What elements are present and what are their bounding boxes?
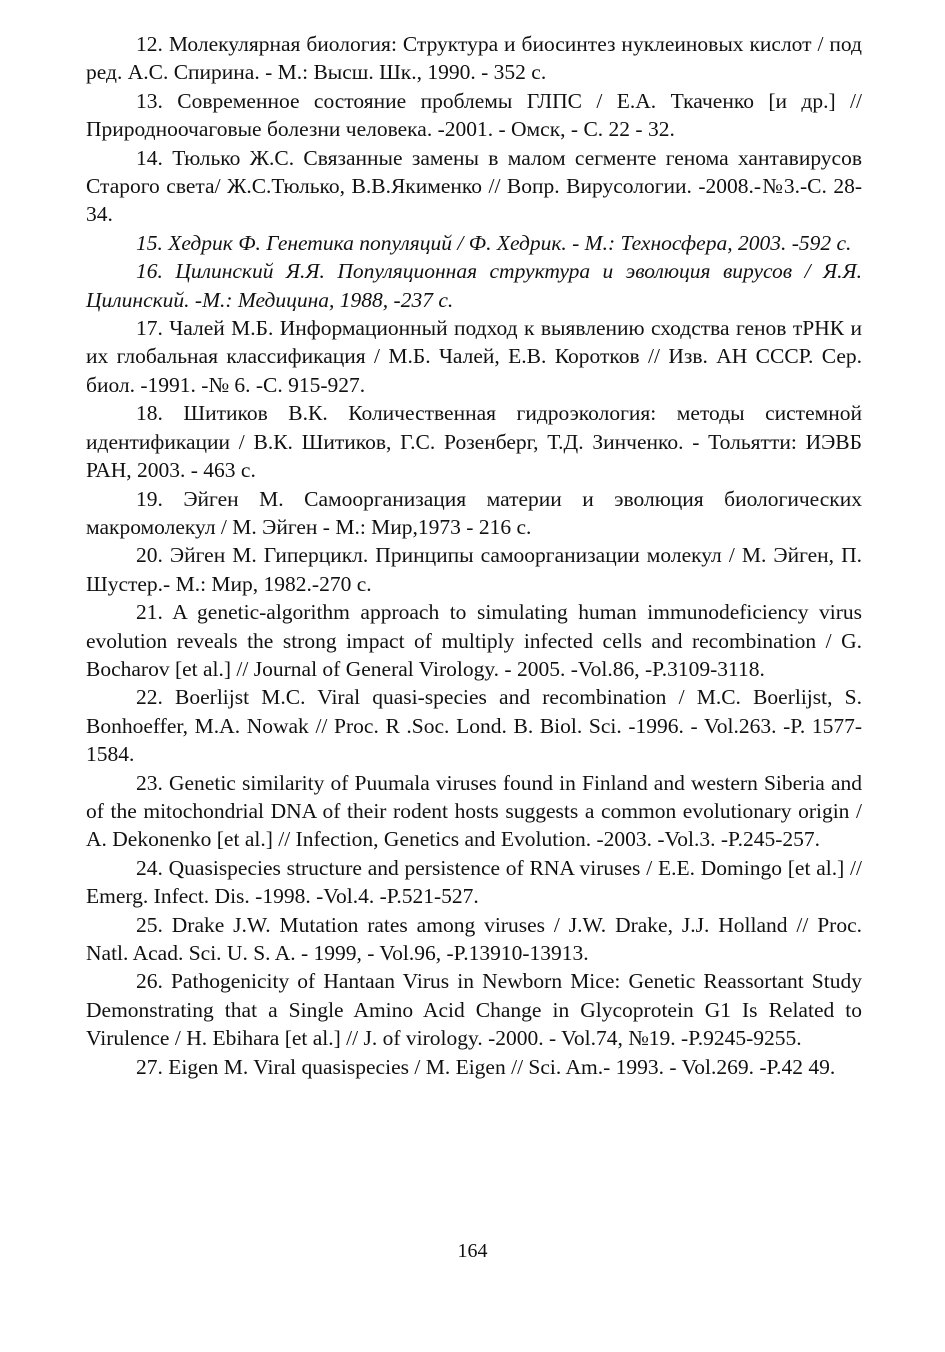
- reference-item: 22. Boerlijst M.C. Viral quasi-species and recombination / M.C. Boerlijst, S. Bonhoeffer, M.A. Nowak // Proc. R .Soc. Lond. B. Biol. Sci. -1996. - Vol.263. -P. 1577-1584.: [86, 685, 862, 767]
- reference-list: [86, 30, 862, 1081]
- reference-item: 24. Quasispecies structure and persistence of RNA viruses / E.E. Domingo [et al.] // Emerg. Infect. Dis. -1998. -Vol.4. -P.521-527.: [86, 855, 862, 909]
- reference-item: 23. Genetic similarity of Puumala viruses found in Finland and western Siberia and of the mitochondrial DNA of their rodent hosts suggests a common evolutionary origin / A. Dekonenko [et al.] // Infection, Genetics and Evolution. -2003. -Vol.3. -P.245-257.: [86, 770, 862, 852]
- reference-item: 20. Эйген М. Гиперцикл. Принципы самоорганизации молекул / М. Эйген, П. Шустер.- М.: Мир, 1982.-270 с.: [86, 543, 862, 596]
- reference-item: 19. Эйген М. Самоорганизация материи и эволюция биологических макромолекул / М. Эйген - М.: Мир,1973 - 216 с.: [86, 486, 862, 539]
- page-number: 164: [457, 1240, 488, 1262]
- reference-item: 16. Цилинский Я.Я. Популяционная структура и эволюция вирусов / Я.Я. Цилинский. -М.: Медицина, 1988, -237 с.: [86, 259, 862, 312]
- reference-item: 25. Drake J.W. Mutation rates among viruses / J.W. Drake, J.J. Holland // Proc. Natl. Acad. Sci. U. S. A. - 1999, - Vol.96, -P.13910-13913.: [86, 912, 862, 965]
- reference-item: 21. A genetic-algorithm approach to simulating human immunodeficiency virus evolution reveals the strong impact of multiply infected cells and recombination / G. Bocharov [et al.] // Journal of General Virology. - 2005. -Vol.86, -P.3109-3118.: [86, 600, 862, 681]
- reference-item: 27. Eigen M. Viral quasispecies / M. Eigen // Sci. Am.- 1993. - Vol.269. -P.42 49.: [136, 1054, 836, 1079]
- reference-item: 13. Современное состояние проблемы ГЛПС / Е.А. Ткаченко [и др.] // Природноочаговые болезни человека. -2001. - Омск, - С. 22 - 32.: [86, 88, 862, 142]
- reference-item: 15. Хедрик Ф. Генетика популяций / Ф. Хедрик. - М.: Техносфера, 2003. -592 с.: [136, 230, 852, 255]
- reference-item: 18. Шитиков В.К. Количественная гидроэкология: методы системной идентификации / В.К. Шитиков, Г.С. Розенберг, Т.Д. Зинченко. - Тольятти: ИЭВБ РАН, 2003. - 463 с.: [86, 401, 862, 483]
- reference-item: 12. Молекулярная биология: Структура и биосинтез нуклеиновых кислот / под ред. А.С. Спирина. - М.: Высш. Шк., 1990. - 352 с.: [86, 32, 862, 85]
- reference-item: 17. Чалей М.Б. Информационный подход к выявлению сходства генов тРНК и их глобальная классификация / М.Б. Чалей, Е.В. Коротков // Изв. АН СССР. Сер. биол. -1991. -№ 6. -С. 915-927.: [86, 316, 862, 397]
- reference-item: 14. Тюлько Ж.С. Связанные замены в малом сегменте генома хантавирусов Старого света/ Ж.С.Тюлько, В.В.Якименко // Вопр. Вирусологии. -2008.-№3.-С. 28-34.: [86, 145, 862, 227]
- reference-item: 26. Pathogenicity of Hantaan Virus in Newborn Mice: Genetic Reassortant Study Demonstrating that a Single Amino Acid Change in Glycoprotein G1 Is Related to Virulence / H. Ebihara [et al.] // J. of virology. -2000. - Vol.74, №19. -P.9245-9255.: [86, 969, 862, 1051]
